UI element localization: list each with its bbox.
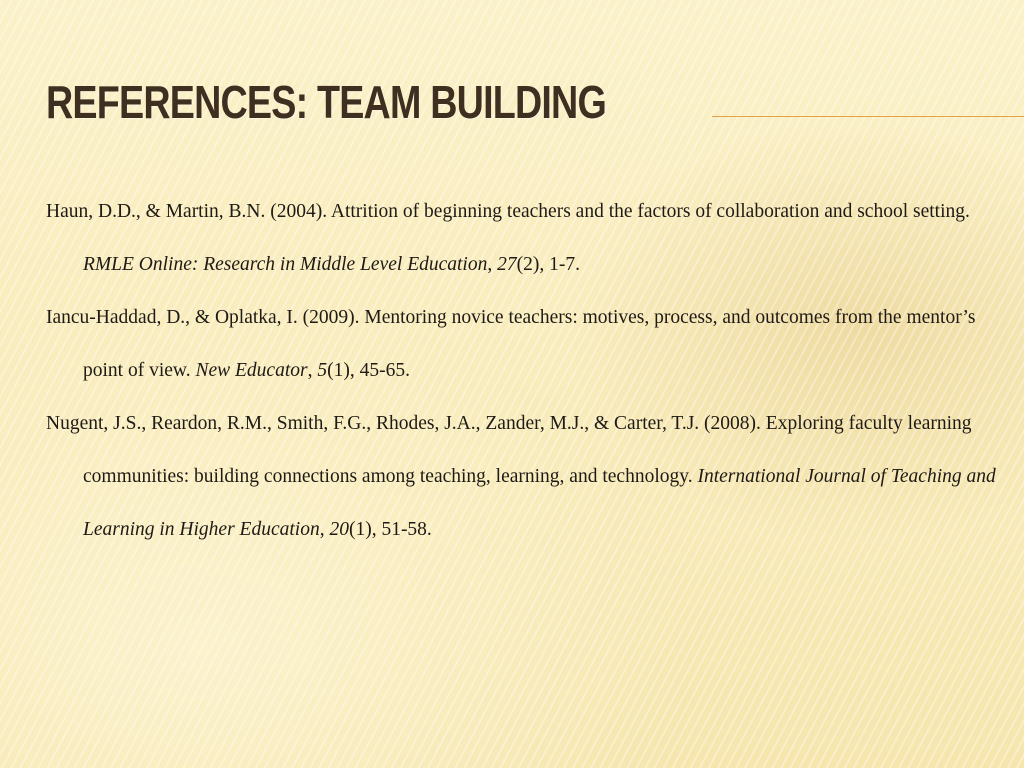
reference-pages: (2), 1-7. — [516, 254, 580, 275]
reference-list — [46, 185, 996, 556]
reference-journal: International Journal of Teaching and Learning in Higher Education — [83, 466, 996, 540]
reference-volume: 5 — [317, 360, 328, 381]
reference-text: Haun, D.D., & Martin, B.N. (2004). Attrition of beginning teachers and the factors of collaboration and school setting. — [46, 201, 970, 222]
reference-separator: , — [487, 254, 498, 275]
reference-item — [46, 185, 996, 291]
reference-volume: 27 — [497, 254, 517, 275]
slide-title: REFERENCES: TEAM BUILDING — [46, 76, 606, 128]
reference-separator: , — [319, 519, 330, 540]
reference-text: Iancu-Haddad, D., & Oplatka, I. (2009). Mentoring novice teachers: motives, process, and outcomes from the mentor’s point of view. — [46, 307, 976, 381]
reference-text: Nugent, J.S., Reardon, R.M., Smith, F.G., Rhodes, J.A., Zander, M.J., & Carter, T.J. (2008). Exploring faculty learning communities: building connections among teaching, learning, and technology. — [46, 413, 972, 487]
title-underline-rule — [712, 116, 1024, 117]
reference-journal: New Educator — [195, 360, 308, 381]
reference-journal: RMLE Online: Research in Middle Level Education — [83, 254, 488, 275]
reference-item — [46, 291, 996, 397]
reference-pages: (1), 51-58. — [348, 519, 432, 540]
reference-separator: , — [307, 360, 318, 381]
reference-item — [46, 397, 996, 556]
reference-pages: (1), 45-65. — [327, 360, 410, 381]
reference-volume: 20 — [329, 519, 349, 540]
